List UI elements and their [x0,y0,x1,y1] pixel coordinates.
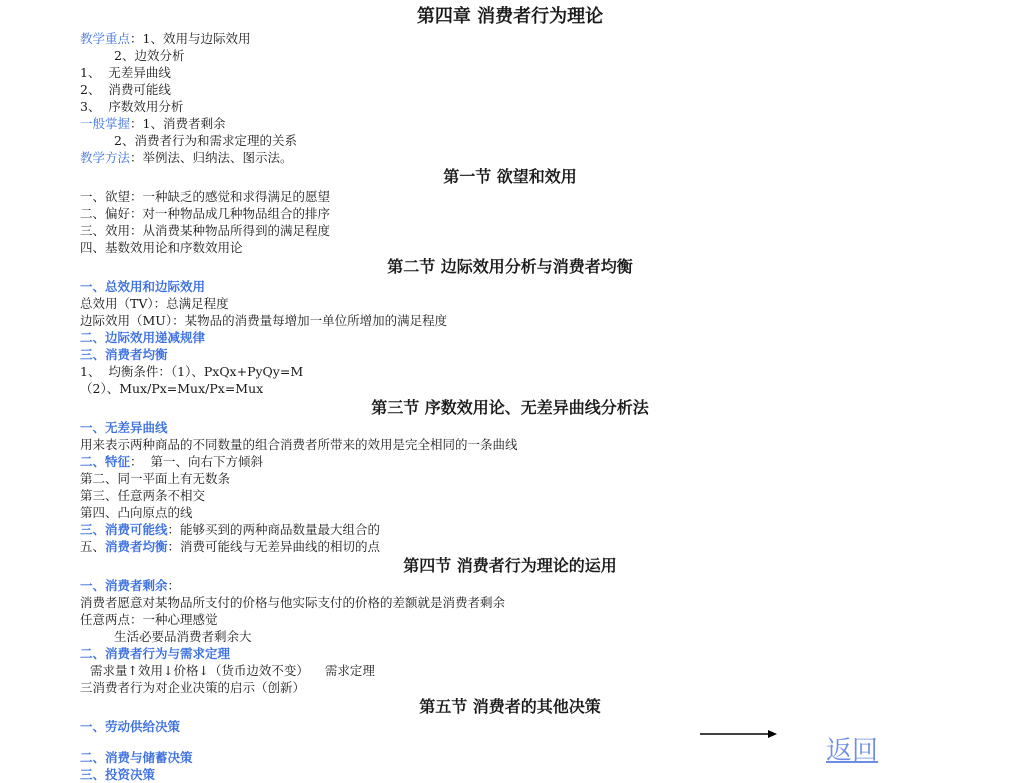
sec3-heading: 二、特征 [80,454,131,469]
sec5-item: 三、投资决策 [80,767,156,782]
section-5-title: 第五节 消费者的其他决策 [419,697,601,716]
sec4-heading: 一、消费者剩余 [80,578,168,593]
sec1-line: 二、偏好：对一种物品成几种物品组合的排序 [80,206,331,221]
sec3-line: 第四、凸向原点的线 [80,505,193,520]
sec1-line: 四、基数效用论和序数效用论 [80,240,243,255]
sec1-line: 一、欲望：一种缺乏的感觉和求得满足的愿望 [80,189,331,204]
sec3-line: 用来表示两种商品的不同数量的组合消费者所带来的效用是完全相同的一条曲线 [80,437,518,452]
sec3-feature-line: 二、特征： 第一、向右下方倾斜 [80,454,263,469]
sec4-line: 三消费者行为对企业决策的启示（创新） [80,680,306,695]
sec4-line: 消费者愿意对某物品所支付的价格与他实际支付的价格的差额就是消费者剩余 [80,595,506,610]
section-1-title: 第一节 欲望和效用 [443,167,577,186]
general-label: 一般掌握 [80,116,131,131]
sec5-item-label: 劳动供给决策 [105,719,181,734]
sec3-equilibrium-line: 五、消费者均衡：消费可能线与无差异曲线的相切的点 [80,539,381,554]
sec2-heading: 二、边际效用递减规律 [80,330,206,345]
sec5-item-label: 投资决策 [105,767,156,782]
sec4-line: 生活必要品消费者剩余大 [114,629,252,644]
sec2-heading: 一、总效用和边际效用 [80,279,206,294]
sec2-line: 1、 均衡条件：（1）、PxQx+PyQy=M [80,364,304,379]
sec4-heading: 二、消费者行为与需求定理 [80,646,231,661]
sec1-line: 三、效用：从消费某种物品所得到的满足程度 [80,223,331,238]
method-text: 举例法、归纳法、图示法。 [142,150,293,165]
focus-item: 1、效用与边际效用 [142,31,251,46]
section-2-title: 第二节 边际效用分析与消费者均衡 [387,257,633,276]
chapter-title: 第四章 消费者行为理论 [416,6,604,27]
focus-item: 2、边效分析 [114,48,185,63]
focus-label: 教学重点 [80,31,131,46]
sec2-line: 边际效用（MU）：某物品的消费量每增加一单位所增加的满足程度 [80,313,448,328]
sec5-item: 一、劳动供给决策 [80,719,181,734]
focus-item: 1、 无差异曲线 [80,65,171,80]
sec3-budget-line: 三、消费可能线：能够买到的两种商品数量最大组合的 [80,522,381,537]
sec2-heading: 三、消费者均衡 [80,347,168,362]
section-3-title: 第三节 序数效用论、无差异曲线分析法 [371,398,649,417]
sec4-line: 任意两点：一种心理感觉 [80,612,218,627]
general-item: 1、消费者剩余 [142,116,226,131]
general-item: 2、消费者行为和需求定理的关系 [114,133,297,148]
sec3-heading: 消费可能线 [105,522,168,537]
focus-item: 2、 消费可能线 [80,82,171,97]
sec5-item: 二、消费与储蓄决策 [80,750,193,765]
sec4-heading-line: 一、消费者剩余： [80,578,181,593]
arrow-right-icon [700,728,780,740]
sec2-line: （2）、Mux/Px=Mux/Px=Mux [80,381,264,396]
sec3-heading: 一、无差异曲线 [80,420,168,435]
back-link[interactable]: 返回 [826,736,879,766]
sec4-line: 需求量↑效用↓价格↓（货币边效不变） 需求定理 [90,663,375,678]
sec3-heading: 消费者均衡 [105,539,168,554]
section-4-title: 第四节 消费者行为理论的运用 [403,556,617,575]
sec3-line: 第二、同一平面上有无数条 [80,471,231,486]
sec2-line: 总效用（TV）：总满足程度 [80,296,229,311]
focus-item: 3、 序数效用分析 [80,99,184,114]
document-page [80,4,940,783]
focus-line: 教学重点：1、效用与边际效用 [80,31,251,46]
sec3-line: 第三、任意两条不相交 [80,488,206,503]
method-line: 教学方法：举例法、归纳法、图示法。 [80,150,293,165]
sec5-item-label: 消费与储蓄决策 [105,750,193,765]
general-line: 一般掌握：1、消费者剩余 [80,116,226,131]
method-label: 教学方法 [80,150,131,165]
